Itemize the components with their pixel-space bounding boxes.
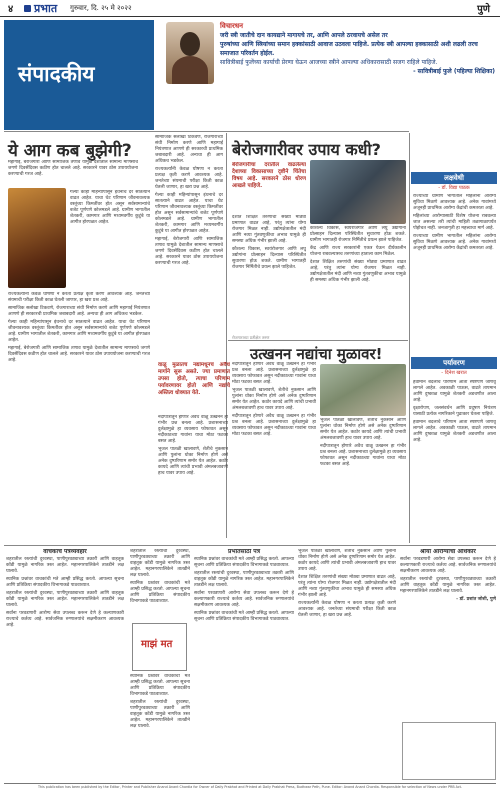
sidebar-section-2-byline: - दिनेश खरात [441, 370, 467, 376]
sidebar-section-1-header: लक्षवेधी [411, 172, 497, 184]
para: स्थानिक प्रश्नांवर वाचकांची मते आम्ही प्रसिद्ध करतो. आपल्या सूचना आणि प्रतिक्रिया संपादकीय विभागाकडे पाठवाव्यात. [6, 577, 124, 588]
bottom-col-3-title: प्रभातसाठी पत्र [227, 549, 261, 555]
para: कौशल्य विकास, स्वयंरोजगार आणि लघु उद्योगांना प्रोत्साहन दिल्यास परिस्थितीत सुधारणा होऊ शकते. ग्रामीण भागातही रोजगार निर्मितीचे प्रयत्न झाले पाहिजेत. [232, 247, 306, 270]
para: स्थानिक प्रश्नांवर वाचकांची मते आम्ही प्रसिद्ध करतो. आपल्या सूचना आणि प्रतिक्रिया संपादकीय विभागाकडे पाठवाव्यात. [130, 674, 190, 697]
section-title: संपादकीय [18, 61, 95, 86]
para: स्थानिक प्रश्नांवर वाचकांची मते आम्ही प्रसिद्ध करतो. आपल्या सूचना आणि प्रतिक्रिया संपादकीय विभागाकडे पाठवाव्यात. [194, 611, 294, 622]
divider [4, 545, 496, 546]
issue-date: गुरुवार, दि. २५ मे २०२२ [70, 3, 132, 12]
letter-signature: - डॉ. प्रशांत जोशी, पुणे [456, 597, 496, 602]
para: वृक्षारोपण, जलसंवर्धन आणि प्रदूषण नियंत्रण यासाठी प्रत्येक नागरिकाने पुढाकार घेतला पाहिजे. [413, 406, 496, 417]
para: सामाजिक सलोखा टिकवणे, रोजगाराच्या संधी निर्माण करणे आणि महागाई नियंत्रणात आणणे ही सरकारची प्राथमिक जबाबदारी आहे. अन्यथा ही आग अधिकच भडकेल. [155, 135, 223, 164]
editorial-2-col-a [232, 215, 306, 333]
para: राज्यकर्त्यांनी केवळ घोषणा न करता प्रत्यक्ष कृती करणे आवश्यक आहे. जनतेच्या संयमाची परीक्षा किती काळ घेतली जाणार, हा खरा प्रश्न आहे. [298, 601, 396, 618]
para: राज्याच्या ग्रामीण भागातील महिलांना आरोग्य सुविधा मिळणे आवश्यक आहे. अनेक गावांमध्ये अजूनही प्राथमिक आरोग्य केंद्रांची कमतरता आहे. [413, 234, 496, 251]
editorial-3-deck [158, 362, 230, 412]
para: सर्वांना परवडणारी आरोग्य सेवा उपलब्ध करून देणे हे कल्याणकारी राज्याचे कर्तव्य आहे. सार्वजनिक रुग्णालयांचे सक्षमीकरण आवश्यक आहे. [194, 591, 294, 608]
editorial-1-headline: ये आग कब बुझेगी? [8, 141, 132, 161]
sidebar-section-2-header: पर्यावरण [411, 357, 497, 369]
editorial-1-col-b [8, 292, 150, 542]
quote-box [220, 22, 495, 92]
para: सर्वांना परवडणारी आरोग्य सेवा उपलब्ध करून देणे हे कल्याणकारी राज्याचे कर्तव्य आहे. सार्वजनिक रुग्णालयांचे सक्षमीकरण आवश्यक आहे. [6, 611, 124, 628]
para: राज्यकर्त्यांनी केवळ घोषणा न करता प्रत्यक्ष कृती करणे आवश्यक आहे. जनतेच्या संयमाची परीक्षा किती काळ घेतली जाणार, हा खरा प्रश्न आहे. [8, 292, 150, 303]
sidebar-section-2-body [413, 380, 496, 540]
bottom-col-1 [6, 549, 124, 779]
para: बेरोजगारीचा दरातील वाढलेल्या देशाच्या विकासाच्या दृष्टीने चिंतेचा विषय आहे. सरकारने ठोस धोरण आखले पाहिजे. [232, 162, 306, 189]
para: महागाई, बेरोजगारी आणि सामाजिक तणाव यामुळे देशातील सामान्य माणसाचे जगणे दिवसेंदिवस कठीण होत चालले आहे. सरकारने यावर ठोस उपाययोजना करण्याची गरज आहे. [8, 346, 150, 363]
editorial-1-col-a [70, 190, 150, 300]
para: गेल्या काही महिन्यांपासून इंधनाचे दर सातत्याने वाढत आहेत. याचा थेट परिणाम जीवनावश्यक वस्तूंच्या किमतींवर होत असून सर्वसामान्यांचे बजेट पूर्णपणे कोलमडले आहे. ग्रामीण भागातील शेतकरी, कामगार आणि मध्यमवर्गीय कुटुंबे या आगीत होरपळत आहेत. [70, 190, 150, 225]
bottom-col-3 [194, 549, 294, 779]
author-portrait [166, 22, 214, 84]
para: रोजगाराच्या प्रतीक्षेत तरुण [232, 335, 270, 340]
quote-author: - सावित्रीबाई फुले (पहिल्या शिक्षिका) [413, 68, 495, 75]
para: शहरातील रस्त्यांची दुरवस्था, पाणीपुरवठ्याच्या तक्रारी आणि वाहतूक कोंडी यामुळे नागरिक त्रस्त आहेत. महानगरपालिकेने तातडीने लक्ष घालावे. [6, 591, 124, 608]
para: नदीपात्रातून होणारे अवैध वाळू उत्खनन हा गंभीर प्रश्न बनला आहे. प्रशासनाच्या दुर्लक्षामुळे हा व्यवसाय फोफावत असून नदीकाठच्या गावांना याचा मोठा फटका बसत आहे. [232, 414, 316, 437]
bottom-col-2b [130, 674, 190, 779]
quote-line-1: जरी स्त्री जातीचे दान कायद्याने मागायचे तर, आणि आपले ठरवायचे असेल तर [220, 32, 388, 39]
para: राज्याच्या ग्रामीण भागातील महिलांना आरोग्य सुविधा मिळणे आवश्यक आहे. अनेक गावांमध्ये अजूनही प्राथमिक आरोग्य केंद्रांची कमतरता आहे. [413, 194, 496, 211]
quote-line-2: पुरुषांच्या आणि स्त्रियांच्या समान हक्कांसाठी आवाज उठवला पाहिजे. प्रत्येक स्त्री आपल्या हक्कासाठी अशी लढली तरच समाजात परिवर्तन होईल. [220, 41, 478, 57]
bottom-col-5-title: श्रीया आरोग्याचा अधिकार [420, 549, 476, 555]
editorial-2-photo [310, 160, 406, 224]
editorial-3-photo [320, 364, 406, 416]
page-header [0, 0, 500, 17]
para: देशात शिक्षित तरुणांची संख्या मोठ्या प्रमाणात वाढत आहे, परंतु त्यांना योग्य रोजगार मिळत नाही. उद्योगक्षेत्रातील मंदी आणि नव्या गुंतवणुकीचा अभाव यामुळे ही समस्या अधिक गंभीर झाली आहे. [310, 260, 406, 283]
divider [228, 340, 408, 341]
editorial-3-col-c [158, 415, 228, 540]
para: शहरातील रस्त्यांची दुरवस्था, पाणीपुरवठ्याच्या तक्रारी आणि वाहतूक कोंडी यामुळे नागरिक त्रस्त आहेत. महानगरपालिकेने तातडीने लक्ष घालावे. [194, 571, 294, 588]
para: नदीपात्रातून होणारे अवैध वाळू उत्खनन हा गंभीर प्रश्न बनला आहे. प्रशासनाच्या दुर्लक्षामुळे हा व्यवसाय फोफावत असून नदीकाठच्या गावांना याचा मोठा फटका बसत आहे. [158, 415, 228, 444]
editorial-3-headline: उत्खनन नद्यांचा मुळावर! [250, 345, 383, 363]
bottom-col-4 [298, 549, 396, 779]
para: हवामान बदलाचे परिणाम आता स्पष्टपणे जाणवू लागले आहेत. अवकाळी पाऊस, वाढते तापमान आणि दुष्काळ यामुळे शेतकरी अडचणीत आला आहे. [413, 380, 496, 403]
para: महागाई, बेरोजगारी आणि सामाजिक तणाव यामुळे देशातील सामान्य माणसाचे जगणे दिवसेंदिवस कठीण होत चालले आहे. सरकारने यावर ठोस उपाययोजना करण्याची गरज आहे. [8, 160, 138, 177]
editorial-3-col-a [232, 362, 316, 542]
para: सामाजिक सलोखा टिकवणे, रोजगाराच्या संधी निर्माण करणे आणि महागाई नियंत्रणात आणणे ही सरकारची प्राथमिक जबाबदारी आहे. अन्यथा ही आग अधिकच भडकेल. [8, 306, 150, 317]
para: वाळू मुळातच नद्यांमधूनच अवैध मार्गाने सुरू असते. ज्या प्रमाणात उपसा होतो, त्याचा परिणाम पर्यावरणावर होतो आणि नद्यांचे अस्तित्व धोक्यात येते. [158, 362, 230, 396]
bottom-col-5 [400, 549, 496, 719]
para: स्थानिक प्रश्नांवर वाचकांची मते आम्ही प्रसिद्ध करतो. आपल्या सूचना आणि प्रतिक्रिया संपादकीय विभागाकडे पाठवाव्यात. [130, 581, 190, 604]
para: भूजल पातळी खालावणे, शेतीचे नुकसान आणि पुलांना धोका निर्माण होणे असे अनेक दुष्परिणाम समोर येत आहेत. कठोर कायदे आणि त्यांची प्रभावी अंमलबजावणी हाच यावर उपाय आहे. [320, 418, 406, 441]
masthead-logo [24, 1, 64, 16]
para: भूजल पातळी खालावणे, शेतीचे नुकसान आणि पुलांना धोका निर्माण होणे असे अनेक दुष्परिणाम समोर येत आहेत. कठोर कायदे आणि त्यांची प्रभावी अंमलबजावणी हाच यावर उपाय आहे. [232, 388, 316, 411]
sidebar-section-1-byline: - डॉ. विद्या पाठक [438, 185, 470, 191]
editorial-1-intro [8, 160, 138, 188]
para: सर्वांना परवडणारी आरोग्य सेवा उपलब्ध करून देणे हे कल्याणकारी राज्याचे कर्तव्य आहे. सार्वजनिक रुग्णालयांचे सक्षमीकरण आवश्यक आहे. [400, 557, 496, 574]
para: गेल्या काही महिन्यांपासून इंधनाचे दर सातत्याने वाढत आहेत. याचा थेट परिणाम जीवनावश्यक वस्तूंच्या किमतींवर होत असून सर्वसामान्यांचे बजेट पूर्णपणे कोलमडले आहे. ग्रामीण भागातील शेतकरी, कामगार आणि मध्यमवर्गीय कुटुंबे या आगीत होरपळत आहेत. [155, 193, 223, 234]
para: शहरातील रस्त्यांची दुरवस्था, पाणीपुरवठ्याच्या तक्रारी आणि वाहतूक कोंडी यामुळे नागरिक त्रस्त आहेत. महानगरपालिकेने तातडीने लक्ष घालावे. [400, 577, 496, 594]
brand-name: प्रभात [34, 1, 58, 15]
contact-box [402, 722, 496, 780]
para: देशात शिक्षित तरुणांची संख्या मोठ्या प्रमाणात वाढत आहे, परंतु त्यांना योग्य रोजगार मिळत नाही. उद्योगक्षेत्रातील मंदी आणि नव्या गुंतवणुकीचा अभाव यामुळे ही समस्या अधिक गंभीर झाली आहे. [232, 215, 306, 244]
editorial-3-col-b [320, 418, 406, 542]
majha-mat-logo [132, 623, 187, 671]
para: शहरातील रस्त्यांची दुरवस्था, पाणीपुरवठ्याच्या तक्रारी आणि वाहतूक कोंडी यामुळे नागरिक त्रस्त आहेत. महानगरपालिकेने तातडीने लक्ष घालावे. [130, 700, 190, 729]
sidebar-section-1-body [413, 194, 496, 352]
editorial-1-photo [8, 188, 66, 288]
para: गेल्या काही महिन्यांपासून इंधनाचे दर सातत्याने वाढत आहेत. याचा थेट परिणाम जीवनावश्यक वस्तूंच्या किमतींवर होत असून सर्वसामान्यांचे बजेट पूर्णपणे कोलमडले आहे. ग्रामीण भागातील शेतकरी, कामगार आणि मध्यमवर्गीय कुटुंबे या आगीत होरपळत आहेत. [8, 320, 150, 343]
editorial-2-deck [232, 162, 306, 212]
brand-mark-icon [24, 5, 31, 12]
quote-heading: विचारधन [220, 22, 244, 30]
quote-line-3: सावित्रीबाई फुलेंच्या कार्याची प्रेरणा घेऊन आजच्या स्त्रीने आपल्या अधिकारासाठी सजग राहिले पाहिजे. [220, 59, 438, 66]
editorial-2-headline: बेरोजगारीवर उपाय कधी? [232, 140, 381, 159]
para: महिलांच्या आरोग्यासाठी विशेष योजना राबवल्या जात असल्या तरी त्यांची माहिती तळागाळापर्यंत पोहोचत नाही. जनजागृती हा महत्त्वाचा मार्ग आहे. [413, 214, 496, 231]
para: केंद्र आणि राज्य सरकारांनी एकत्र येऊन दीर्घकालीन योजना राबवल्यासच तरुणांच्या हाताला काम मिळेल. [310, 246, 406, 257]
para: भूजल पातळी खालावणे, शेतीचे नुकसान आणि पुलांना धोका निर्माण होणे असे अनेक दुष्परिणाम समोर येत आहेत. कठोर कायदे आणि त्यांची प्रभावी अंमलबजावणी हाच यावर उपाय आहे. [158, 447, 228, 476]
para: महागाई, बेरोजगारी आणि सामाजिक तणाव यामुळे देशातील सामान्य माणसाचे जगणे दिवसेंदिवस कठीण होत चालले आहे. सरकारने यावर ठोस उपाययोजना करण्याची गरज आहे. [155, 237, 223, 266]
section-banner [4, 20, 154, 130]
para: भूजल पातळी खालावणे, शेतीचे नुकसान आणि पुलांना धोका निर्माण होणे असे अनेक दुष्परिणाम समोर येत आहेत. कठोर कायदे आणि त्यांची प्रभावी अंमलबजावणी हाच यावर उपाय आहे. [298, 549, 396, 572]
para: शहरातील रस्त्यांची दुरवस्था, पाणीपुरवठ्याच्या तक्रारी आणि वाहतूक कोंडी यामुळे नागरिक त्रस्त आहेत. महानगरपालिकेने तातडीने लक्ष घालावे. [130, 549, 190, 578]
para: स्थानिक प्रश्नांवर वाचकांची मते आम्ही प्रसिद्ध करतो. आपल्या सूचना आणि प्रतिक्रिया संपादकीय विभागाकडे पाठवाव्यात. [194, 557, 294, 568]
bottom-col-2a [130, 549, 190, 621]
para: नदीपात्रातून होणारे अवैध वाळू उत्खनन हा गंभीर प्रश्न बनला आहे. प्रशासनाच्या दुर्लक्षामुळे हा व्यवसाय फोफावत असून नदीकाठच्या गावांना याचा मोठा फटका बसत आहे. [232, 362, 316, 385]
para: शहरातील रस्त्यांची दुरवस्था, पाणीपुरवठ्याच्या तक्रारी आणि वाहतूक कोंडी यामुळे नागरिक त्रस्त आहेत. महानगरपालिकेने तातडीने लक्ष घालावे. [6, 557, 124, 574]
para: कौशल्य विकास, स्वयंरोजगार आणि लघु उद्योगांना प्रोत्साहन दिल्यास परिस्थितीत सुधारणा होऊ शकते. ग्रामीण भागातही रोजगार निर्मितीचे प्रयत्न झाले पाहिजेत. [310, 226, 406, 243]
divider [4, 131, 409, 132]
para: नदीपात्रातून होणारे अवैध वाळू उत्खनन हा गंभीर प्रश्न बनला आहे. प्रशासनाच्या दुर्लक्षामुळे हा व्यवसाय फोफावत असून नदीकाठच्या गावांना याचा मोठा फटका बसत आहे. [320, 444, 406, 467]
para: राज्यकर्त्यांनी केवळ घोषणा न करता प्रत्यक्ष कृती करणे आवश्यक आहे. जनतेच्या संयमाची परीक्षा किती काळ घेतली जाणार, हा खरा प्रश्न आहे. [155, 167, 223, 190]
imprint-footer: This publication has been published by the Editor, Printer and Publisher Anand Anant Chordia for Owner of Daily Prabhat and Printed at Daily Prabhat Press, Budhwar Peth, Pune. Editor: Anand Anant Chordia. Responsible for selection of News under PRB Act. [4, 783, 496, 789]
edition-city: पुणे [477, 4, 490, 15]
para: हवामान बदलाचे परिणाम आता स्पष्टपणे जाणवू लागले आहेत. अवकाळी पाऊस, वाढते तापमान आणि दुष्काळ यामुळे शेतकरी अडचणीत आला आहे. [413, 420, 496, 443]
column-rule [409, 133, 410, 543]
para: देशात शिक्षित तरुणांची संख्या मोठ्या प्रमाणात वाढत आहे, परंतु त्यांना योग्य रोजगार मिळत नाही. उद्योगक्षेत्रातील मंदी आणि नव्या गुंतवणुकीचा अभाव यामुळे ही समस्या अधिक गंभीर झाली आहे. [298, 575, 396, 598]
editorial-2-col-b [310, 226, 406, 336]
majha-mat-label: माझं मत [141, 639, 173, 650]
bottom-col-1-title: वाचकांचे पत्रव्यवहार [43, 549, 87, 555]
page-number: ४ [8, 4, 14, 15]
